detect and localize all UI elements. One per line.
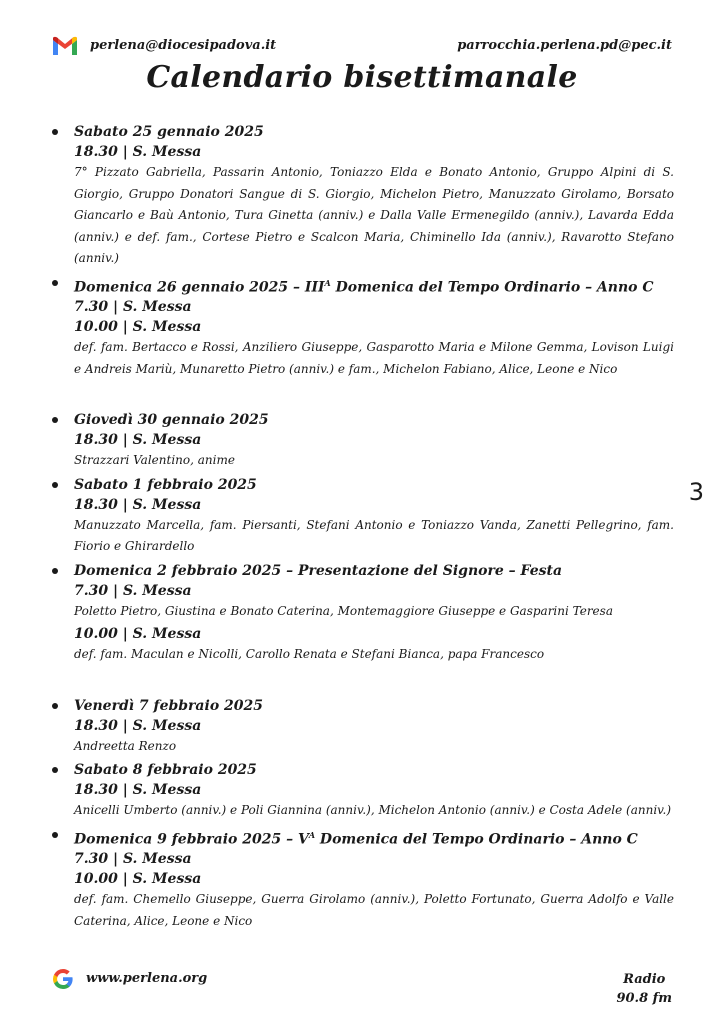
- bullet-icon: [52, 417, 58, 423]
- calendar-entry: [52, 760, 674, 822]
- radio-frequency: 90.8 fm: [616, 991, 672, 1006]
- mass-time: 7.30 | S. Messa: [74, 582, 192, 599]
- entry-date: Domenica 2 febbraio 2025 – Presentazione del Signore – Festa: [74, 562, 563, 579]
- radio-label: Radio: [623, 972, 666, 987]
- calendar-entry: [52, 475, 674, 558]
- mass-time: 7.30 | S. Messa: [74, 851, 192, 868]
- mass-intentions: def. fam. Bertacco e Rossi, Anziliero Giuseppe, Gasparotto Maria e Milone Gemma, Lovison Luigi e Andreis Mariù, Munaretto Pietro (anniv.) e fam., Michelon Fabiano, Alice, Leone e Nico: [74, 340, 674, 376]
- calendar-entry: [52, 273, 674, 381]
- page-title: Calendario bisettimanale: [146, 60, 578, 95]
- mass-time: 18.30 | S. Messa: [74, 496, 202, 513]
- calendar-entry: [52, 825, 674, 933]
- calendar-entry: [52, 561, 674, 666]
- bullet-icon: [52, 129, 58, 135]
- mass-time: 18.30 | S. Messa: [74, 432, 202, 449]
- entry-date-suffix: Domenica del Tempo Ordinario – Anno C: [315, 831, 638, 848]
- entry-date: Sabato 1 febbraio 2025: [74, 476, 257, 493]
- calendar-entry: [52, 696, 674, 758]
- bullet-icon: [52, 280, 58, 286]
- page-header: [52, 36, 672, 58]
- entry-date: Sabato 8 febbraio 2025: [74, 762, 257, 779]
- website-link[interactable]: www.perlena.org: [86, 971, 208, 986]
- mass-intentions: Poletto Pietro, Giustina e Bonato Caterina, Montemaggiore Giuseppe e Gasparini Teresa: [74, 603, 613, 618]
- entry-date-main: Domenica 26 gennaio 2025 – III: [74, 279, 325, 296]
- bullet-icon: [52, 832, 58, 838]
- entry-date: [74, 825, 674, 850]
- mass-time: 18.30 | S. Messa: [74, 717, 202, 734]
- entry-date-suffix: Domenica del Tempo Ordinario – Anno C: [330, 279, 654, 296]
- entry-date-main: Domenica 9 febbraio 2025 – V: [74, 831, 309, 848]
- mass-intentions: def. fam. Chemello Giuseppe, Guerra Girolamo (anniv.), Poletto Fortunato, Guerra Adolfo e Valle Caterina, Alice, Leone e Nico: [74, 892, 674, 928]
- gmail-icon: [52, 36, 78, 56]
- mass-time: 10.00 | S. Messa: [74, 319, 202, 336]
- calendar-list: [52, 122, 674, 935]
- mass-intentions: Strazzari Valentino, anime: [74, 453, 235, 468]
- calendar-entry: [52, 122, 674, 270]
- entry-date: Giovedì 30 gennaio 2025: [74, 412, 269, 429]
- page-number: 3: [688, 478, 704, 506]
- entry-date-sup: A: [324, 277, 331, 288]
- entry-date-sup: A: [308, 829, 316, 840]
- mass-time: 10.00 | S. Messa: [74, 626, 202, 643]
- mass-time: 18.30 | S. Messa: [74, 144, 202, 160]
- bullet-icon: [52, 703, 58, 709]
- bullet-icon: [52, 568, 58, 574]
- google-icon: [52, 968, 74, 990]
- mass-time: 18.30 | S. Messa: [74, 782, 202, 799]
- pec-address[interactable]: parrocchia.perlena.pd@pec.it: [457, 38, 672, 53]
- entry-date: Venerdì 7 febbraio 2025: [74, 697, 263, 714]
- email-address[interactable]: perlena@diocesipadova.it: [90, 38, 277, 53]
- mass-intentions: Andreetta Renzo: [74, 738, 177, 753]
- mass-time: 10.00 | S. Messa: [74, 871, 202, 888]
- mass-intentions: def. fam. Maculan e Nicolli, Carollo Renata e Stefani Bianca, papa Francesco: [74, 647, 545, 662]
- bullet-icon: [52, 482, 58, 488]
- mass-intentions: Anicelli Umberto (anniv.) e Poli Giannina (anniv.), Michelon Antonio (anniv.) e Costa Adele (anniv.): [74, 803, 672, 818]
- entry-date: Sabato 25 gennaio 2025: [74, 124, 264, 140]
- mass-intentions: 7° Pizzato Gabriella, Passarin Antonio, Toniazzo Elda e Bonato Antonio, Gruppo Alpini di S. Giorgio, Gruppo Donatori Sangue di S. Giorgio, Michelon Pietro, Manuzzato Girolamo, Borsato Giancarlo e Baù Antonio, Tura Ginetta (anniv.) e Dalla Valle Ermenegildo (anniv.), Lavarda Edda (anniv.) e def. fam., Cortese Pietro e Scalcon Maria, Chiminello Ida (anniv.), Ravarotto Stefano (anniv.): [74, 165, 674, 265]
- mass-time: 7.30 | S. Messa: [74, 299, 192, 316]
- entry-date: [74, 273, 674, 298]
- radio-info: [616, 970, 672, 1008]
- calendar-entry: [52, 410, 674, 472]
- mass-intentions: Manuzzato Marcella, fam. Piersanti, Stefani Antonio e Toniazzo Vanda, Zanetti Pellegrino, fam. Fiorio e Ghirardello: [74, 517, 674, 554]
- bullet-icon: [52, 767, 58, 773]
